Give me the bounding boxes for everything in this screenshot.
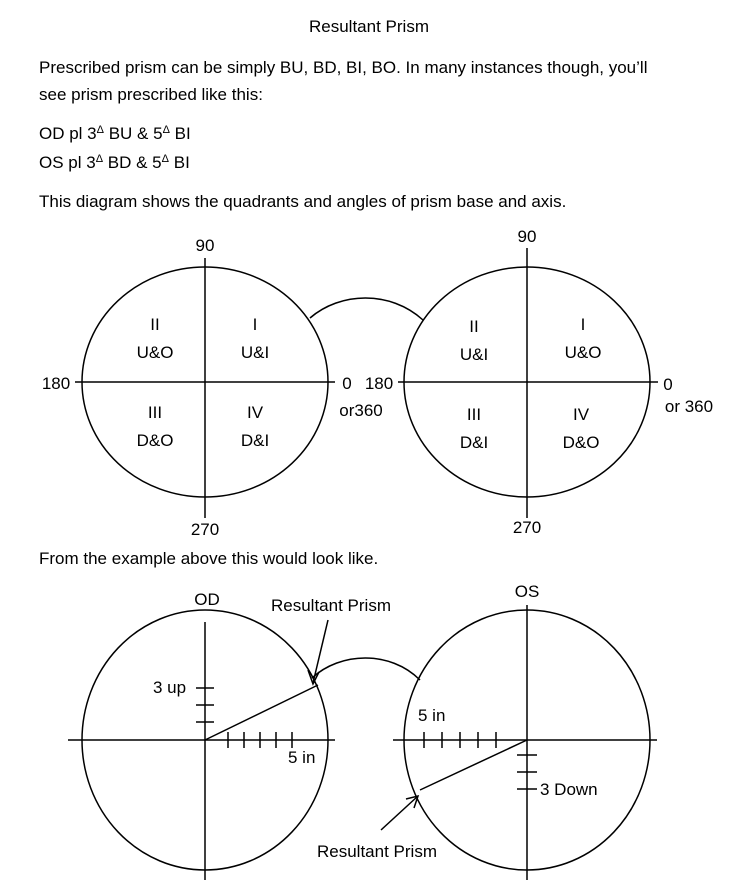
od-q1-numeral: I xyxy=(252,315,258,334)
rx-od-mid: BU & 5 xyxy=(104,124,163,143)
od-q2-label: U&O xyxy=(136,343,174,362)
resultant-prism-label-top: Resultant Prism xyxy=(271,596,391,615)
diagram-intro: This diagram shows the quadrants and angles of prism base and axis. xyxy=(39,192,567,211)
od-q4-numeral: IV xyxy=(246,403,264,422)
rx-od-end: BI xyxy=(169,124,191,143)
od-q1-label: U&I xyxy=(240,343,270,362)
os-q3-label: D&I xyxy=(459,433,489,452)
example-bridge-arc xyxy=(312,658,420,680)
od-q4-label: D&I xyxy=(240,431,270,450)
os-q3-numeral: III xyxy=(466,405,482,424)
od-label-0: 0 xyxy=(342,374,352,393)
od-label-180: 180 xyxy=(41,374,71,393)
os-label-270: 270 xyxy=(512,518,542,537)
rx-os-mid: BD & 5 xyxy=(103,153,162,172)
delta-symbol: Δ xyxy=(162,124,170,136)
od-resultant-arrow xyxy=(313,620,328,683)
os-label-90: 90 xyxy=(517,227,537,246)
od-label-270: 270 xyxy=(190,520,220,539)
intro-line-2: see prism prescribed like this: xyxy=(39,85,263,104)
os-label-180: 180 xyxy=(364,374,394,393)
os-3-down-label: 3 Down xyxy=(540,780,598,799)
od-label-360: or360 xyxy=(339,401,383,420)
os-q2-label: U&I xyxy=(459,345,489,364)
os-resultant-line xyxy=(420,740,527,790)
os-5-in-label: 5 in xyxy=(418,706,446,725)
example-intro: From the example above this would look like. xyxy=(39,549,379,568)
os-q1-label: U&O xyxy=(564,343,602,362)
os-resultant-arrow xyxy=(381,796,418,830)
delta-symbol: Δ xyxy=(161,153,170,165)
rx-os-end: BI xyxy=(169,153,190,172)
os-q2-numeral: II xyxy=(469,317,479,336)
od-5-in-label: 5 in xyxy=(288,748,316,767)
rx-os-prefix: OS pl 3 xyxy=(39,153,96,172)
os-label-360: or 360 xyxy=(664,397,714,416)
os-q1-numeral: I xyxy=(580,315,586,334)
os-q4-numeral: IV xyxy=(572,405,590,424)
od-resultant-line xyxy=(205,685,318,740)
od-q3-numeral: III xyxy=(147,403,163,422)
od-q2-numeral: II xyxy=(150,315,160,334)
od-q3-label: D&O xyxy=(136,431,174,450)
od-label-90: 90 xyxy=(195,236,215,255)
resultant-prism-label-bottom: Resultant Prism xyxy=(317,842,437,861)
os-q4-label: D&O xyxy=(562,433,600,452)
os-example-title: OS xyxy=(514,582,540,601)
od-example-title: OD xyxy=(194,590,220,609)
intro-line-1: Prescribed prism can be simply BU, BD, BI, BO. In many instances though, you’ll xyxy=(39,58,648,77)
bridge-arc xyxy=(310,298,423,320)
delta-symbol: Δ xyxy=(95,153,104,165)
od-3-up-label: 3 up xyxy=(153,678,187,697)
rx-od-prefix: OD pl 3 xyxy=(39,124,97,143)
os-label-0: 0 xyxy=(663,375,673,394)
page-title: Resultant Prism xyxy=(309,17,429,36)
delta-symbol: Δ xyxy=(96,124,104,136)
